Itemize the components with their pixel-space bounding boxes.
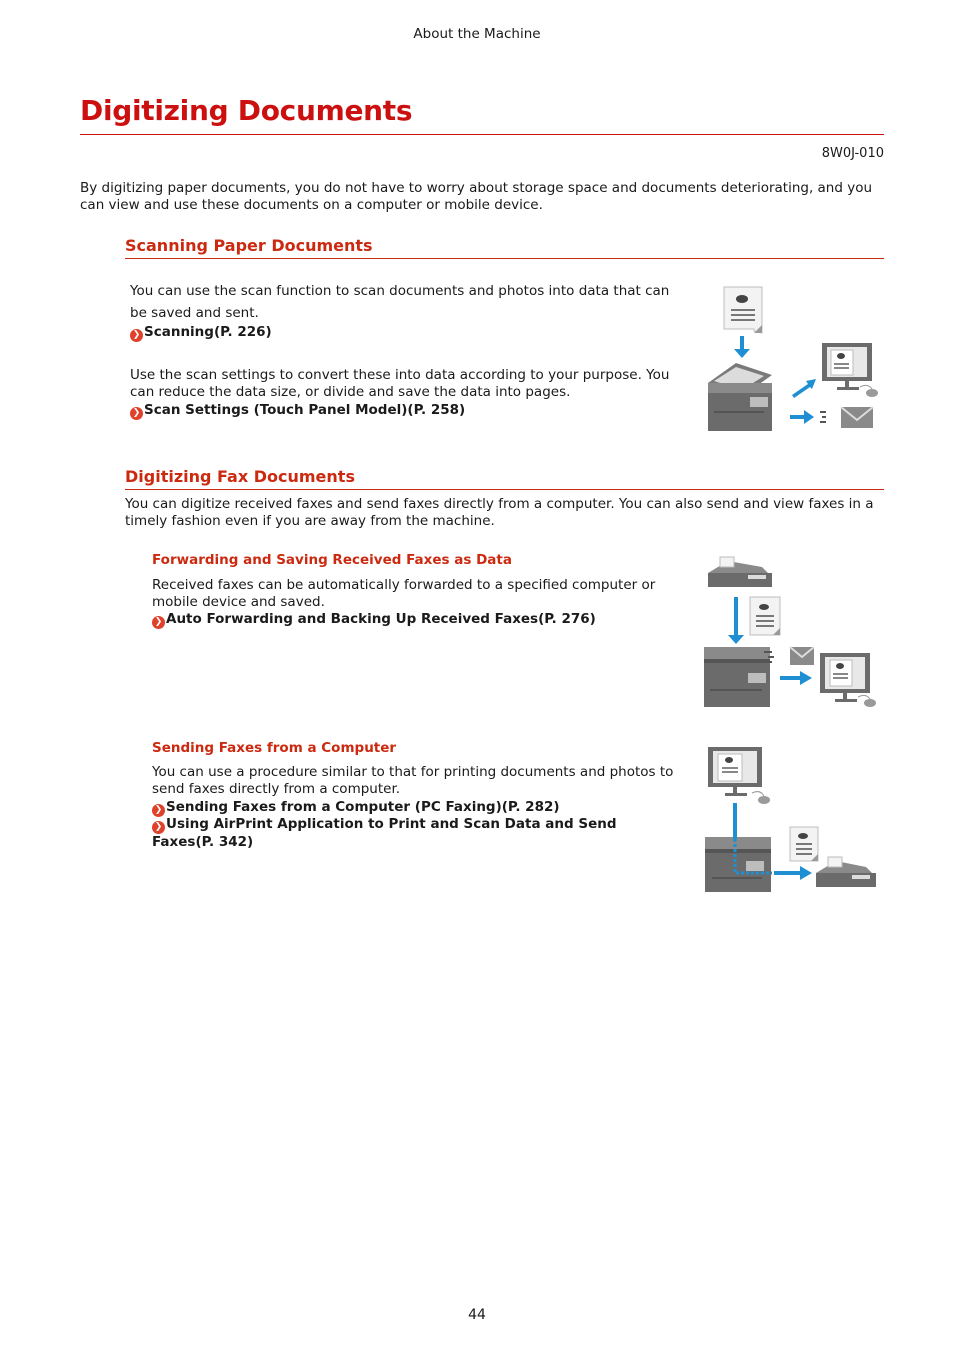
document-icon <box>750 597 780 635</box>
sending-paragraph: You can use a procedure similar to that for printing documents and photos to send faxes directly from a computer. <box>152 764 674 797</box>
airprint-link-label: Using AirPrint Application to Print and Scan Data and Send Faxes(P. 342) <box>152 816 617 850</box>
computer-monitor-icon <box>820 653 876 707</box>
link-arrow-icon: ❯ <box>152 821 165 834</box>
page-title: Digitizing Documents <box>80 94 413 127</box>
forwarding-heading: Forwarding and Saving Received Faxes as Data <box>152 552 512 568</box>
airprint-link[interactable] <box>152 816 622 851</box>
document-icon <box>790 827 818 861</box>
link-arrow-icon: ❯ <box>130 329 143 342</box>
fax-intro: You can digitize received faxes and send faxes directly from a computer. You can also send and view faxes in a timely fashion even if you are away from the machine. <box>125 496 874 529</box>
forwarding-illustration <box>700 555 885 715</box>
scan-settings-link[interactable] <box>130 402 465 420</box>
fax-heading: Digitizing Fax Documents <box>125 467 355 486</box>
fax-machine-icon <box>816 857 876 887</box>
link-arrow-icon: ❯ <box>152 616 165 629</box>
document-id: 8W0J-010 <box>821 146 884 161</box>
blue-arrow-icon <box>790 379 816 424</box>
computer-monitor-icon <box>708 747 770 804</box>
fax-machine-icon <box>708 557 772 587</box>
multifunction-printer-icon <box>705 837 771 892</box>
link-arrow-icon: ❯ <box>130 407 143 420</box>
sending-heading: Sending Faxes from a Computer <box>152 740 397 756</box>
link-arrow-icon: ❯ <box>152 804 165 817</box>
intro-paragraph: By digitizing paper documents, you do not have to worry about storage space and documents deteriorating, and you can view and use these documents on a computer or mobile device. <box>80 180 873 213</box>
scan-settings-link-label: Scan Settings (Touch Panel Model)(P. 258) <box>144 402 466 418</box>
pc-fax-illustration <box>700 745 885 900</box>
email-envelope-icon <box>764 647 814 665</box>
blue-arrow-icon <box>728 597 744 644</box>
scanning-paragraph-1: You can use the scan function to scan documents and photos into data that can be saved and sent. <box>130 283 670 321</box>
scanning-link[interactable] <box>130 324 272 342</box>
document-icon <box>724 287 762 333</box>
page-number: 44 <box>468 1307 486 1323</box>
email-envelope-icon <box>820 407 873 428</box>
multifunction-printer-icon <box>708 363 772 431</box>
title-divider <box>80 134 884 135</box>
forwarding-paragraph: Received faxes can be automatically forwarded to a specified computer or mobile device and saved. <box>152 577 656 610</box>
blue-arrow-icon <box>734 336 750 358</box>
multifunction-printer-icon <box>704 647 770 707</box>
pc-faxing-link-label: Sending Faxes from a Computer (PC Faxing)(P. 282) <box>166 799 560 815</box>
scanning-divider <box>125 258 884 259</box>
scanning-paragraph-2: Use the scan settings to convert these into data according to your purpose. You can reduce the data size, or divide and save the data into pages. <box>130 367 670 400</box>
pc-faxing-link[interactable] <box>152 799 560 817</box>
page-header: About the Machine <box>413 26 541 42</box>
scanning-illustration <box>700 283 885 438</box>
computer-monitor-icon <box>822 343 878 397</box>
scanning-heading: Scanning Paper Documents <box>125 236 373 255</box>
auto-forwarding-link-label: Auto Forwarding and Backing Up Received Faxes(P. 276) <box>166 611 596 627</box>
fax-divider <box>125 489 884 490</box>
blue-arrow-icon <box>780 671 812 685</box>
scanning-link-label: Scanning(P. 226) <box>144 324 272 340</box>
auto-forwarding-link[interactable] <box>152 611 596 629</box>
